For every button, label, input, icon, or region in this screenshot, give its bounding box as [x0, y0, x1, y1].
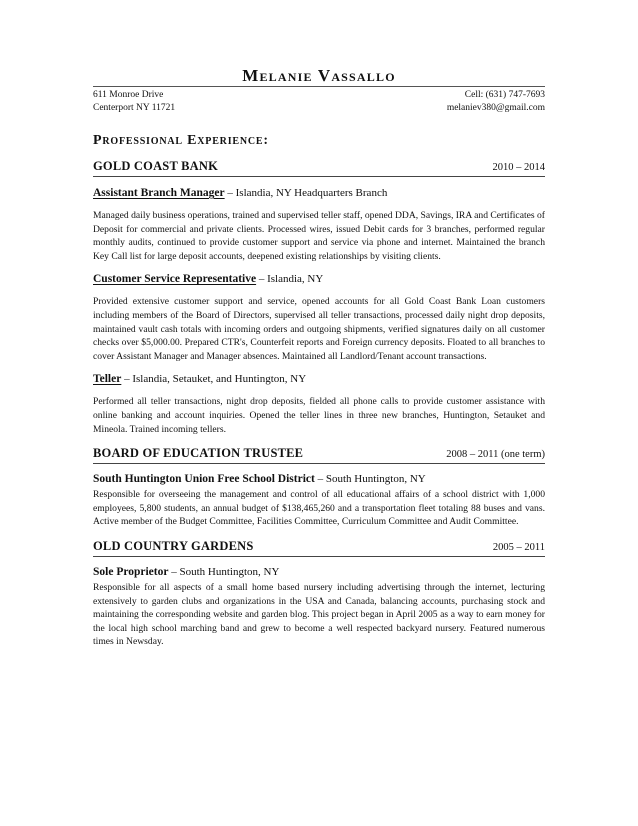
resume-content — [93, 66, 545, 649]
role-title: Teller — [93, 373, 122, 386]
role-location: – South Huntington, NY — [314, 473, 426, 486]
role-title: South Huntington Union Free School District — [93, 473, 315, 486]
job-gold-coast-bank — [93, 159, 545, 436]
cell-phone: Cell: (631) 747-7693 — [464, 90, 545, 100]
role-description: Responsible for overseeing the management and control of all educational affairs of a school district with 1,000 employees, 5,800 students, an annual budget of $138,465,260 and a transportation fleet totaling 88 buses and vans. Active member of the Budget Committee, Facilities Committee, Curriculum Committee and Audit Committee. — [93, 489, 545, 528]
role-heading — [93, 372, 545, 386]
email: melaniev380@gmail.com — [446, 103, 545, 113]
address-block — [93, 89, 175, 115]
job-header — [93, 539, 545, 557]
employer-name: OLD COUNTRY GARDENS — [93, 538, 254, 553]
address-line-1: 611 Monroe Drive — [93, 90, 164, 100]
section-heading-experience: Professional Experience: — [93, 133, 269, 148]
contact-block — [93, 89, 545, 115]
role-title: Assistant Branch Manager — [93, 187, 225, 199]
employer-name: GOLD COAST BANK — [93, 159, 219, 173]
phone-email-block — [447, 89, 545, 115]
role-description: Responsible for all aspects of a small home based nursery including advertising through the internet, lecturing extensively to garden clubs and organizations in the USA and Canada, balancing accounts, purchasing stock and maintaining the corresponding website and garden blog. This project began in April 2005 as a way to earn money for the local high school marching band and grew to become a well respected backyard nursery. Featured numerous times in Newsday. — [93, 581, 545, 648]
employment-dates: 2008 – 2011 (one term) — [446, 449, 545, 461]
role-heading — [93, 272, 545, 286]
employer-name: BOARD OF EDUCATION TRUSTEE — [93, 446, 304, 461]
job-board-of-education — [93, 446, 545, 529]
role-description: Managed daily business operations, trained and supervised teller staff, opened DDA, Savings, IRA and Certificates of Deposit for commercial and private clients. Processed wires, issued Debit cards for 3 branches, performed regular monthly audits, continued to provide customer support and service via phone and internet. Maintained the branch Key Call list for large deposit accounts, deepened existing relationships by visiting clients. — [93, 210, 545, 262]
job-header — [93, 446, 545, 464]
role-heading — [93, 472, 545, 486]
role-location: – Islandia, NY — [256, 273, 324, 286]
candidate-name: Melanie Vassallo — [93, 66, 545, 87]
role-location: – Islandia, Setauket, and Huntington, NY — [121, 373, 307, 386]
role-description: Provided extensive customer support and service, opened accounts for all Gold Coast Bank Loan customers including members of the Board of Directors, supervised all teller transactions, processed daily night drop deposits, maintained vault cash totals with incoming orders and outgoing shipments, verified signatures daily on all customer checks over $5,000.00. Prepared CTR's, Counterfeit reports and Foreign currency deposits. Floated to all branches to cover Assistant Manager and Manager absences. Maintained all Landlord/Tenant account transactions. — [93, 296, 545, 362]
role-description: Performed all teller transactions, night drop deposits, fielded all phone calls to provide customer assistance with online banking and account inquiries. Opened the teller lines in three new branches, Huntington, Setauket and Mineola. Trained incoming tellers. — [93, 396, 545, 435]
role-location: – South Huntington, NY — [168, 565, 280, 578]
employment-dates: 2005 – 2011 — [492, 541, 545, 553]
address-line-2: Centerport NY 11721 — [93, 103, 176, 113]
role-heading — [93, 565, 545, 579]
job-old-country-gardens — [93, 539, 545, 649]
role-title: Sole Proprietor — [93, 565, 169, 578]
employment-dates: 2010 – 2014 — [492, 162, 545, 173]
role-location: – Islandia, NY Headquarters Branch — [224, 187, 388, 199]
job-header — [93, 159, 545, 177]
role-title: Customer Service Representative — [93, 273, 257, 286]
role-heading — [93, 186, 545, 200]
